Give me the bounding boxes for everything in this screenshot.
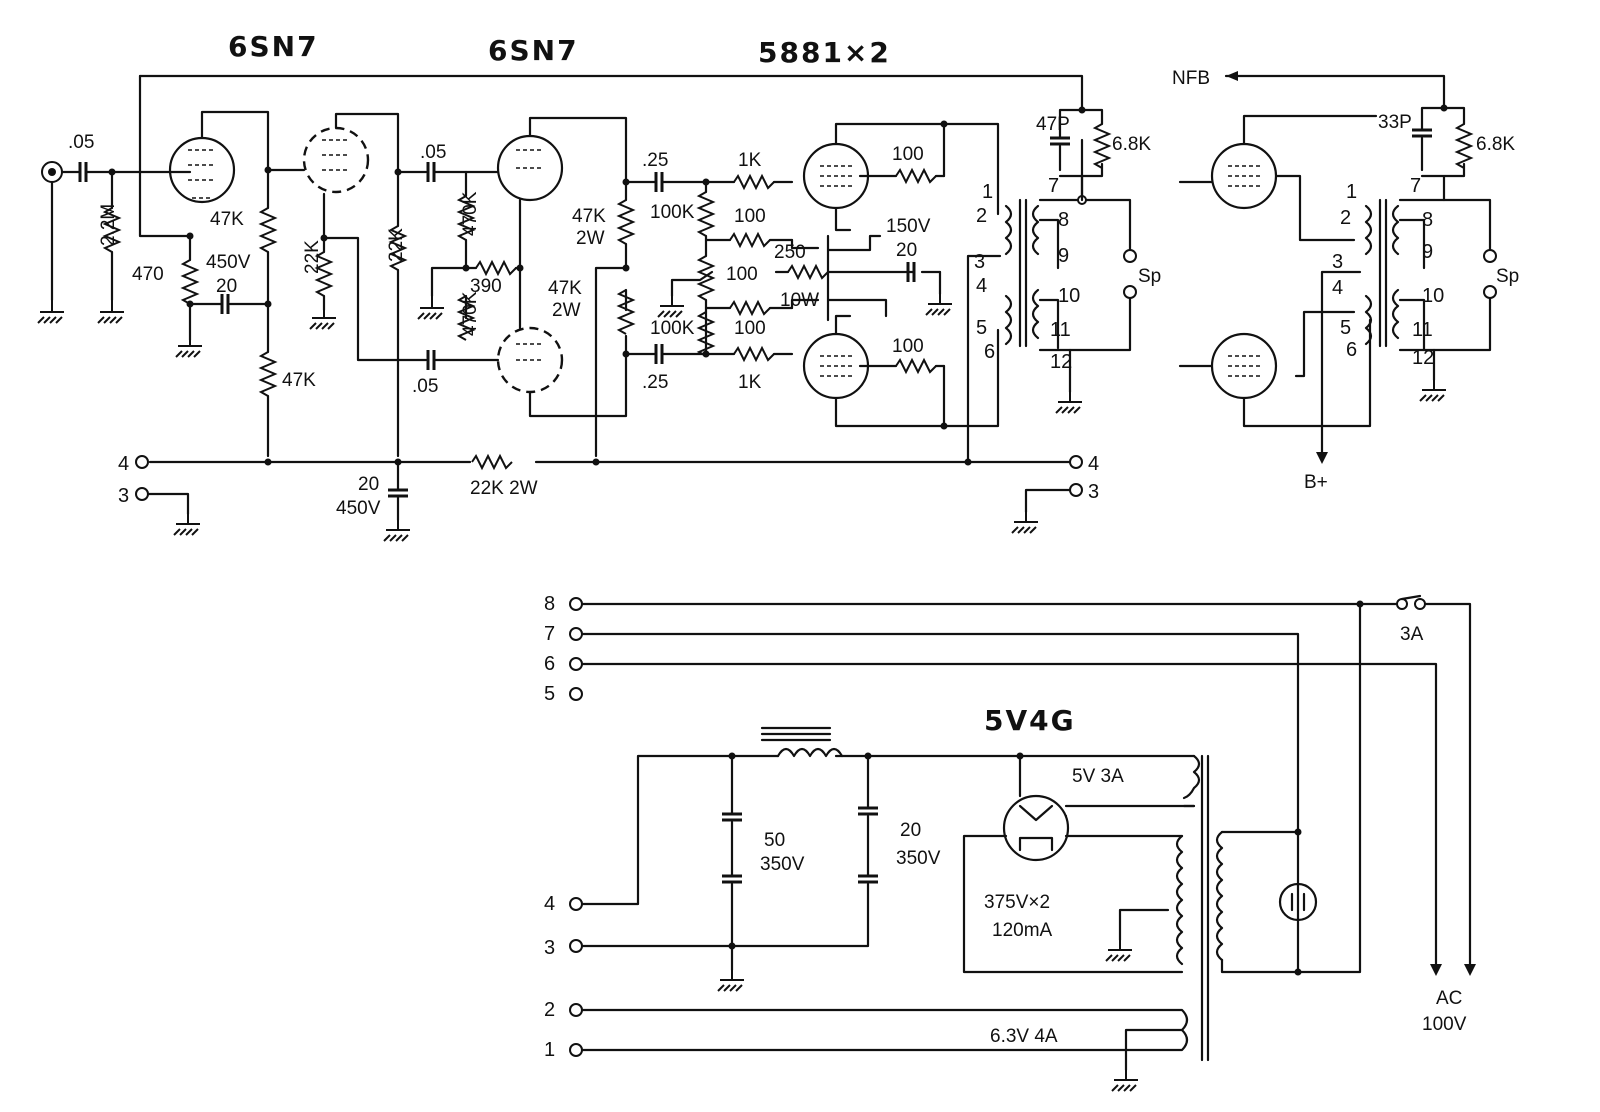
input-stage (38, 76, 426, 456)
pin-u9: 9 (1422, 241, 1434, 263)
label-r-pi-plate: 22K (386, 228, 407, 262)
pin-t8: 8 (1058, 209, 1070, 231)
label-c-450-bot: 450V (336, 498, 381, 519)
pin-u5: 5 (1340, 317, 1352, 339)
alternate-output-detail (1172, 68, 1519, 493)
label-v63: 6.3V 4A (990, 1026, 1058, 1047)
label-c-out1: .25 (642, 150, 669, 171)
label-r-47k2w-b2: 2W (552, 300, 581, 321)
label-c-350b: 350V (896, 848, 941, 869)
label-r-100-a: 100 (734, 206, 766, 227)
label-c-20-bot: 20 (358, 474, 380, 495)
pin-ps7: 7 (544, 623, 556, 645)
label-r-grid: 2.2M (98, 203, 119, 246)
label-sp1: Sp (1138, 266, 1162, 287)
output-stage (626, 121, 998, 430)
label-r-68k-b: 6.8K (1476, 134, 1516, 155)
phase-inverter (412, 118, 633, 456)
label-c-pi2: .05 (412, 376, 439, 397)
label-r-390: 390 (470, 276, 502, 297)
label-ma: 120mA (992, 920, 1053, 941)
label-r-250: 250 (774, 242, 806, 263)
pin-t1: 1 (982, 181, 994, 203)
label-r-100-e: 100 (892, 336, 924, 357)
label-c-cath-v: 450V (206, 252, 251, 273)
label-c-20p: 20 (900, 820, 922, 841)
label-fuse: 3A (1400, 624, 1424, 645)
label-b-plus: B+ (1304, 472, 1328, 493)
pin-t7: 7 (1048, 175, 1060, 197)
pin-ps2: 2 (544, 999, 556, 1021)
tube-label-v2: 6SN7 (488, 34, 579, 67)
pin-t3: 3 (974, 251, 986, 273)
pin-u3: 3 (1332, 251, 1344, 273)
tube-label-v1: 6SN7 (228, 30, 319, 63)
pin-u4: 4 (1332, 277, 1344, 299)
label-r-cathode: 470 (132, 264, 164, 285)
label-ac: AC (1436, 988, 1463, 1009)
pin-amp-r3: 3 (1088, 481, 1100, 503)
tube-rectifier (1004, 796, 1068, 860)
power-supply (544, 593, 1476, 1091)
pin-t11: 11 (1050, 319, 1071, 341)
pin-t2: 2 (976, 205, 988, 227)
label-r-470k-a: 470K (460, 191, 481, 236)
label-r-68k: 6.8K (1112, 134, 1152, 155)
pin-t12: 12 (1050, 351, 1073, 373)
label-c-350a: 350V (760, 854, 805, 875)
pin-u1: 1 (1346, 181, 1358, 203)
label-r-load2: 47K (282, 370, 316, 391)
pin-t4: 4 (976, 275, 988, 297)
pin-u10: 10 (1422, 285, 1445, 307)
pin-u6: 6 (1346, 339, 1358, 361)
label-r-100k-b: 100K (650, 318, 695, 339)
pin-u12: 12 (1412, 347, 1435, 369)
pin-ps5: 5 (544, 683, 556, 705)
tube-label-rectifier: 5V4G (984, 704, 1076, 737)
label-c-out2: .25 (642, 372, 669, 393)
label-c-47p: 47P (1036, 114, 1070, 135)
pin-u2: 2 (1340, 207, 1352, 229)
pin-t9: 9 (1058, 245, 1070, 267)
label-r-load1: 47K (210, 209, 244, 230)
pin-t10: 10 (1058, 285, 1081, 307)
label-ac-v: 100V (1422, 1014, 1467, 1035)
pin-ps3: 3 (544, 937, 556, 959)
label-r-47k2w-b: 47K (548, 278, 582, 299)
label-r-1k-a: 1K (738, 150, 762, 171)
pin-amp-l3: 3 (118, 485, 130, 507)
pin-ps1: 1 (544, 1039, 556, 1061)
tube-v1a (170, 138, 234, 202)
tube-v1b (304, 128, 368, 192)
label-hv: 375V×2 (984, 892, 1051, 913)
label-r-47k2w-a2: 2W (576, 228, 605, 249)
label-c-20b: 20 (896, 240, 918, 261)
pin-ps4: 4 (544, 893, 556, 915)
pin-amp-r4: 4 (1088, 453, 1100, 475)
label-r-10w: 10W (780, 290, 820, 311)
pin-t6: 6 (984, 341, 996, 363)
pin-amp-l4: 4 (118, 453, 130, 475)
label-r-100-d: 100 (892, 144, 924, 165)
label-c-33p: 33P (1378, 112, 1412, 133)
supply-rails (118, 453, 1099, 541)
label-r-100-b: 100 (726, 264, 758, 285)
label-c-cath: 20 (216, 276, 238, 297)
label-c-pi1: .05 (420, 142, 447, 163)
label-c-50: 50 (764, 830, 786, 851)
label-v-150: 150V (886, 216, 931, 237)
label-r-47k2w-a: 47K (572, 206, 606, 227)
label-r-1k-b: 1K (738, 372, 762, 393)
pin-t5: 5 (976, 317, 988, 339)
pin-u8: 8 (1422, 209, 1434, 231)
pin-u11: 11 (1412, 319, 1433, 341)
label-r-100-c: 100 (734, 318, 766, 339)
tube-label-output: 5881×2 (758, 36, 891, 69)
pin-ps6: 6 (544, 653, 556, 675)
label-nfb: NFB (1172, 68, 1210, 89)
pin-u7: 7 (1410, 175, 1422, 197)
label-r-100k-a: 100K (650, 202, 695, 223)
label-r-470k-b: 470K (460, 291, 481, 336)
label-c-in: .05 (68, 132, 95, 153)
label-v5: 5V 3A (1072, 766, 1124, 787)
label-r-pi-grid: 22K (302, 240, 323, 274)
pin-ps8: 8 (544, 593, 556, 615)
output-transformer (140, 76, 1161, 464)
label-sp2: Sp (1496, 266, 1520, 287)
label-r-22k2w: 22K 2W (470, 478, 538, 499)
